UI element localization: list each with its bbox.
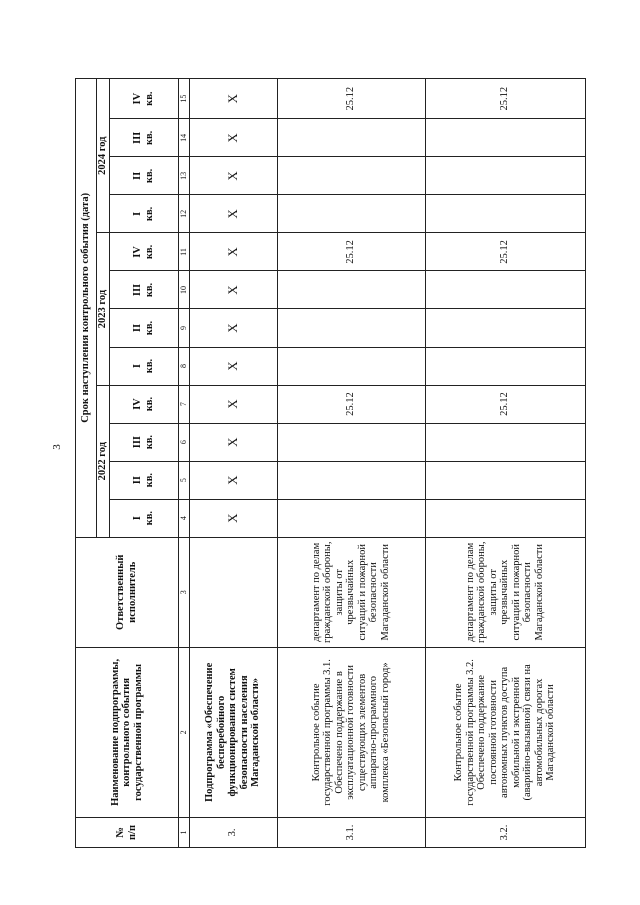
deadline-cell: X: [189, 461, 277, 499]
col-index: 7: [178, 385, 189, 423]
row-executor: департамент по делам гражданской обороны, защиты от чрезвычайных ситуаций и пожарной безопасности Магаданской области: [277, 537, 425, 647]
deadline-cell: X: [189, 195, 277, 233]
row-number: 3.1.: [277, 817, 425, 847]
quarter-1: I кв.: [109, 347, 178, 385]
header-name: Наименование подпрограммы, контрольного события государственной программы: [76, 647, 179, 817]
deadline-cell: [425, 157, 585, 195]
row-name: Контрольное событие государственной программы 3.1. Обеспечено поддержание в эксплуатационной готовности существующих элементов аппаратно-программного комплекса «Безопасный город»: [277, 647, 425, 817]
col-index: 8: [178, 347, 189, 385]
header-year-2023: 2023 год: [97, 233, 110, 385]
deadline-cell: 25.12: [425, 233, 585, 271]
deadline-cell: 25.12: [277, 79, 425, 119]
header-year-2022: 2022 год: [97, 385, 110, 537]
rotated-page: [75, 78, 595, 848]
deadline-cell: [277, 461, 425, 499]
deadline-cell: 25.12: [277, 385, 425, 423]
deadline-cell: [277, 423, 425, 461]
deadline-cell: [277, 119, 425, 157]
header-deadline: Срок наступления контрольного события (дата): [76, 79, 97, 538]
deadline-cell: X: [189, 423, 277, 461]
row-executor: департамент по делам гражданской обороны, защиты от чрезвычайных ситуаций и пожарной безопасности Магаданской области: [425, 537, 585, 647]
deadline-cell: [277, 195, 425, 233]
control-events-table: [75, 78, 586, 848]
col-index: 4: [178, 499, 189, 537]
row-number: 3.: [189, 817, 277, 847]
deadline-cell: X: [189, 309, 277, 347]
deadline-cell: X: [189, 79, 277, 119]
quarter-2: II кв.: [109, 309, 178, 347]
quarter-1: I кв.: [109, 195, 178, 233]
deadline-cell: [277, 271, 425, 309]
col-index: 10: [178, 271, 189, 309]
col-index: 3: [178, 537, 189, 647]
quarter-4: IV кв.: [109, 385, 178, 423]
table-row-event-3-2: [425, 79, 585, 848]
row-executor: [189, 537, 277, 647]
col-index: 14: [178, 119, 189, 157]
deadline-cell: X: [189, 499, 277, 537]
deadline-cell: X: [189, 271, 277, 309]
deadline-cell: [425, 347, 585, 385]
table-row-event-3-1: [277, 79, 425, 848]
deadline-cell: [425, 461, 585, 499]
quarter-4: IV кв.: [109, 233, 178, 271]
col-index: 13: [178, 157, 189, 195]
quarter-3: III кв.: [109, 423, 178, 461]
deadline-cell: X: [189, 347, 277, 385]
col-index: 11: [178, 233, 189, 271]
row-name: Контрольное событие государственной программы 3.2. Обеспечено поддержание постоянной готовности автономных пунктов доступа мобильной и экстренной (аварийно-вызывной) связи на автомобильных дорогах Магаданской области: [425, 647, 585, 817]
header-year-2024: 2024 год: [97, 79, 110, 233]
deadline-cell: X: [189, 233, 277, 271]
quarter-1: I кв.: [109, 499, 178, 537]
deadline-cell: [425, 309, 585, 347]
deadline-cell: [277, 157, 425, 195]
header-num: № п/п: [76, 817, 179, 847]
deadline-cell: X: [189, 157, 277, 195]
deadline-cell: [425, 423, 585, 461]
deadline-cell: [277, 309, 425, 347]
header-executor: Ответственный исполнитель: [76, 537, 179, 647]
row-name: Подпрограмма «Обеспечение бесперебойного функционирования систем безопасности населения Магаданской области»: [189, 647, 277, 817]
deadline-cell: 25.12: [425, 79, 585, 119]
col-index: 15: [178, 79, 189, 119]
col-index: 9: [178, 309, 189, 347]
col-index: 12: [178, 195, 189, 233]
col-index: 1: [178, 817, 189, 847]
deadline-cell: [425, 499, 585, 537]
deadline-cell: [277, 499, 425, 537]
quarter-4: IV кв.: [109, 79, 178, 119]
page-number: 3: [51, 444, 63, 450]
row-number: 3.2.: [425, 817, 585, 847]
deadline-cell: [425, 271, 585, 309]
quarter-2: II кв.: [109, 157, 178, 195]
table-row-subprogram-3: [189, 79, 277, 848]
deadline-cell: X: [189, 385, 277, 423]
deadline-cell: [425, 119, 585, 157]
deadline-cell: X: [189, 119, 277, 157]
quarter-3: III кв.: [109, 119, 178, 157]
deadline-cell: [425, 195, 585, 233]
col-index: 5: [178, 461, 189, 499]
col-index: 2: [178, 647, 189, 817]
deadline-cell: 25.12: [425, 385, 585, 423]
deadline-cell: [277, 347, 425, 385]
deadline-cell: 25.12: [277, 233, 425, 271]
quarter-3: III кв.: [109, 271, 178, 309]
quarter-2: II кв.: [109, 461, 178, 499]
col-index: 6: [178, 423, 189, 461]
